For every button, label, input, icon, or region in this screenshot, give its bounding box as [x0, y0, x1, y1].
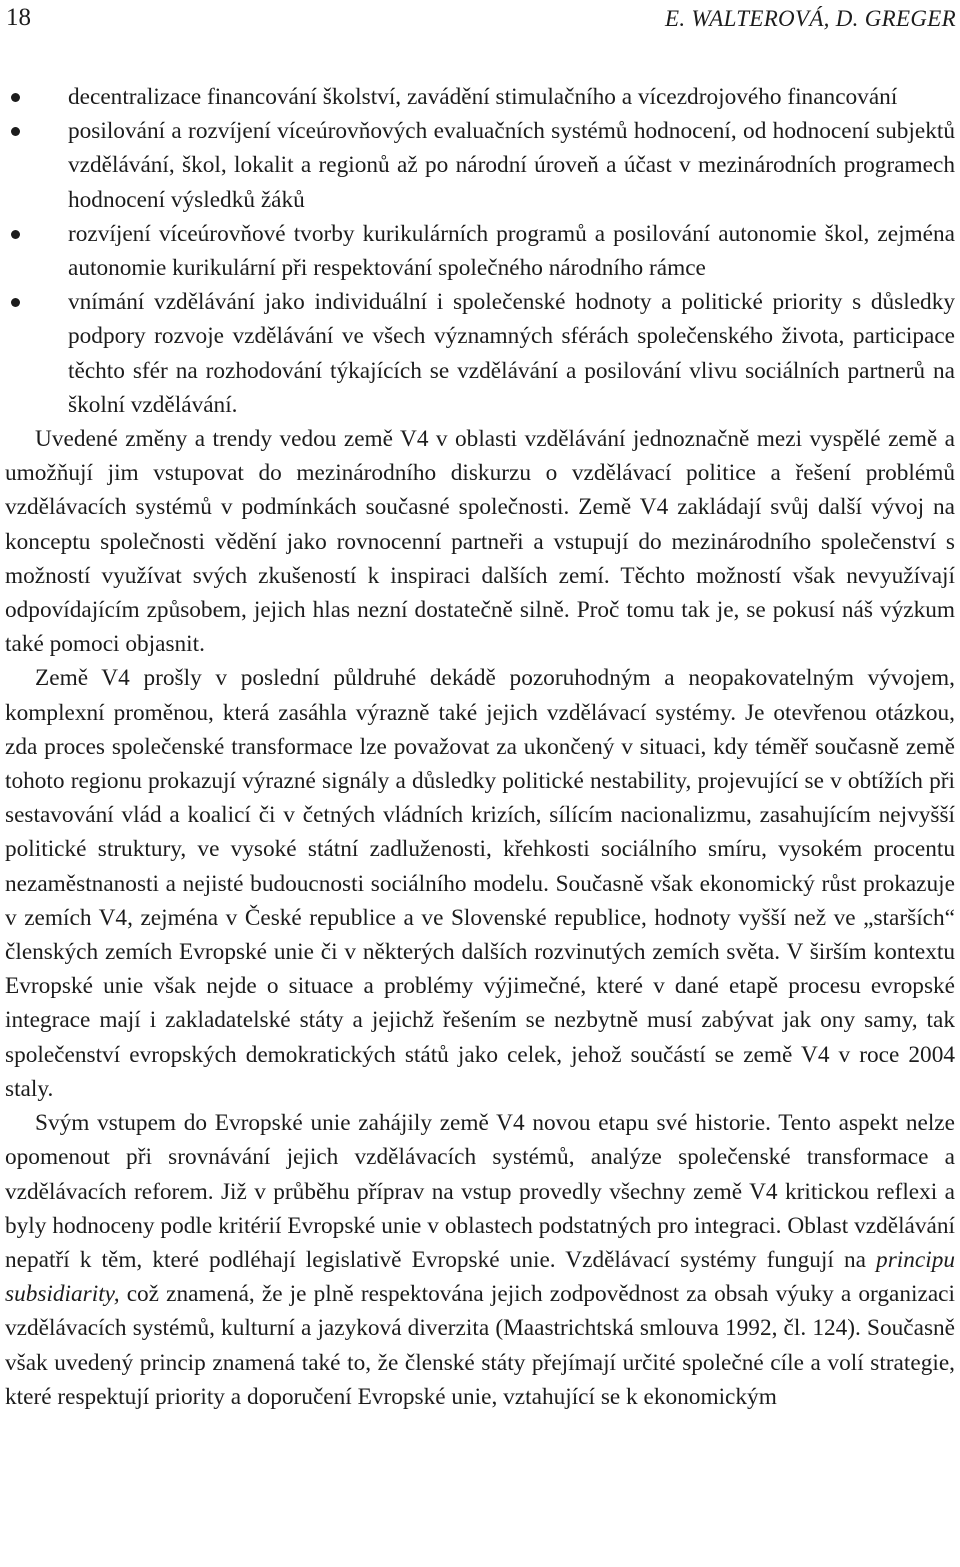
- list-item: [5, 285, 955, 422]
- list-item: [5, 114, 955, 217]
- running-head: E. WALTEROVÁ, D. GREGER: [664, 6, 956, 31]
- paragraph: [5, 1106, 955, 1414]
- list-item-text: decentralizace financování školství, zavádění stimulačního a vícezdrojového financování: [68, 84, 898, 110]
- page-header: [0, 4, 960, 38]
- paragraph-text: což znamená, že je plně respektována jejich zodpovědnost za obsah výuky a organizaci vzdělávacích systémů, kulturní a jazyková diverzita (Maastrichtská smlouva 1992, čl. 124). Současně však uvedený princip znamená také to, že členské státy přejímají určité společné cíle a volí strategie, které respektují priority a doporučení Evropské unie, vztahující se k ekonomickým: [5, 1281, 955, 1410]
- italic-term: principu subsidiarity,: [5, 1246, 955, 1308]
- paragraph: Uvedené změny a trendy vedou země V4 v oblasti vzdělávání jednoznačně mezi vyspělé země a umožňují jim vstupovat do mezinárodního diskurzu o vzdělávací politice a řešení problémů vzdělávacích systémů v podmínkách současné společnosti. Země V4 zakládají svůj další vývoj na konceptu společnosti vědění jako rovnocenní partneři a vstupují do mezinárodního společenství s možností využívat svých zkušeností k inspiraci dalších zemí. Těchto možností však nevyužívají odpovídajícím způsobem, jejich hlas nezní dostatečně silně. Proč tomu tak je, se pokusí náš výzkum také pomoci objasnit.: [5, 426, 955, 658]
- list-item: [5, 217, 955, 285]
- bullet-icon: [11, 298, 20, 307]
- bullet-icon: [11, 93, 20, 102]
- bullet-list: [5, 80, 955, 422]
- list-item-text: vnímání vzdělávání jako individuální i společenské hodnoty a politické priority s důsledky podpory rozvoje vzdělávání ve všech významných sférách společenského života, participace těchto sfér na rozhodování týkajících se vzdělávání a posilování vlivu sociálních partnerů na školní vzdělávání.: [68, 289, 955, 418]
- list-item: [5, 80, 955, 114]
- page-number: 18: [6, 4, 31, 31]
- list-item-text: posilování a rozvíjení víceúrovňových evaluačních systémů hodnocení, od hodnocení subjektů vzdělávání, škol, lokalit a regionů až po národní úroveň a účast v mezinárodních programech hodnocení výsledků žáků: [68, 118, 955, 213]
- list-item-text: rozvíjení víceúrovňové tvorby kurikulárních programů a posilování autonomie škol, zejména autonomie kurikulární při respektování společného národního rámce: [68, 220, 955, 282]
- paragraph-text: Svým vstupem do Evropské unie zahájily země V4 novou etapu své historie. Tento aspekt nelze opomenout při srovnávání jejich vzdělávacích systémů, analýze společenské transformace a vzdělávacích reforem. Již v průběhu příprav na vstup provedly všechny země V4 kritickou reflexi a byly hodnoceny podle kritérií Evropské unie v oblastech podstatných pro integraci. Oblast vzdělávání nepatří k těm, které podléhají legislativě Evropské unie. Vzdělávací systémy fungují na: [5, 1110, 955, 1273]
- body-text: [5, 80, 955, 1414]
- bullet-icon: [11, 230, 20, 239]
- paragraph: Země V4 prošly v poslední půldruhé dekádě pozoruhodným a neopakovatelným vývojem, komplexní proměnou, která zasáhla výrazně také jejich vzdělávací systémy. Je otevřenou otázkou, zda proces společenské transformace lze považovat za ukončený v situaci, kdy téměř současně země tohoto regionu prokazují výrazné signály a důsledky politické nestability, projevující se v obtížích při sestavování vlád a koalicí či v četných vládních krizích, sílícím nacionalizmu, zasahujícím nejvyšší politické struktury, ve vysoké státní zadluženosti, křehkosti sociálního smíru, vysokém procentu nezaměstnanosti a nejisté budoucnosti sociálního modelu. Současně však ekonomický růst prokazuje v zemích V4, zejména v České republice a ve Slovenské republice, hodnoty vyšší než ve „starších“ členských zemích Evropské unie či v některých dalších rozvinutých zemích světa. V širším kontextu Evropské unie však nejde o situace a problémy výjimečné, které v dané etapě procesu evropské integrace mají i zakladatelské státy a jejichž řešením se nezbytně musí zabývat jak ony samy, tak společenství evropských demokratických států jako celek, jehož součástí se země V4 v roce 2004 staly.: [5, 665, 955, 1102]
- bullet-icon: [11, 127, 20, 136]
